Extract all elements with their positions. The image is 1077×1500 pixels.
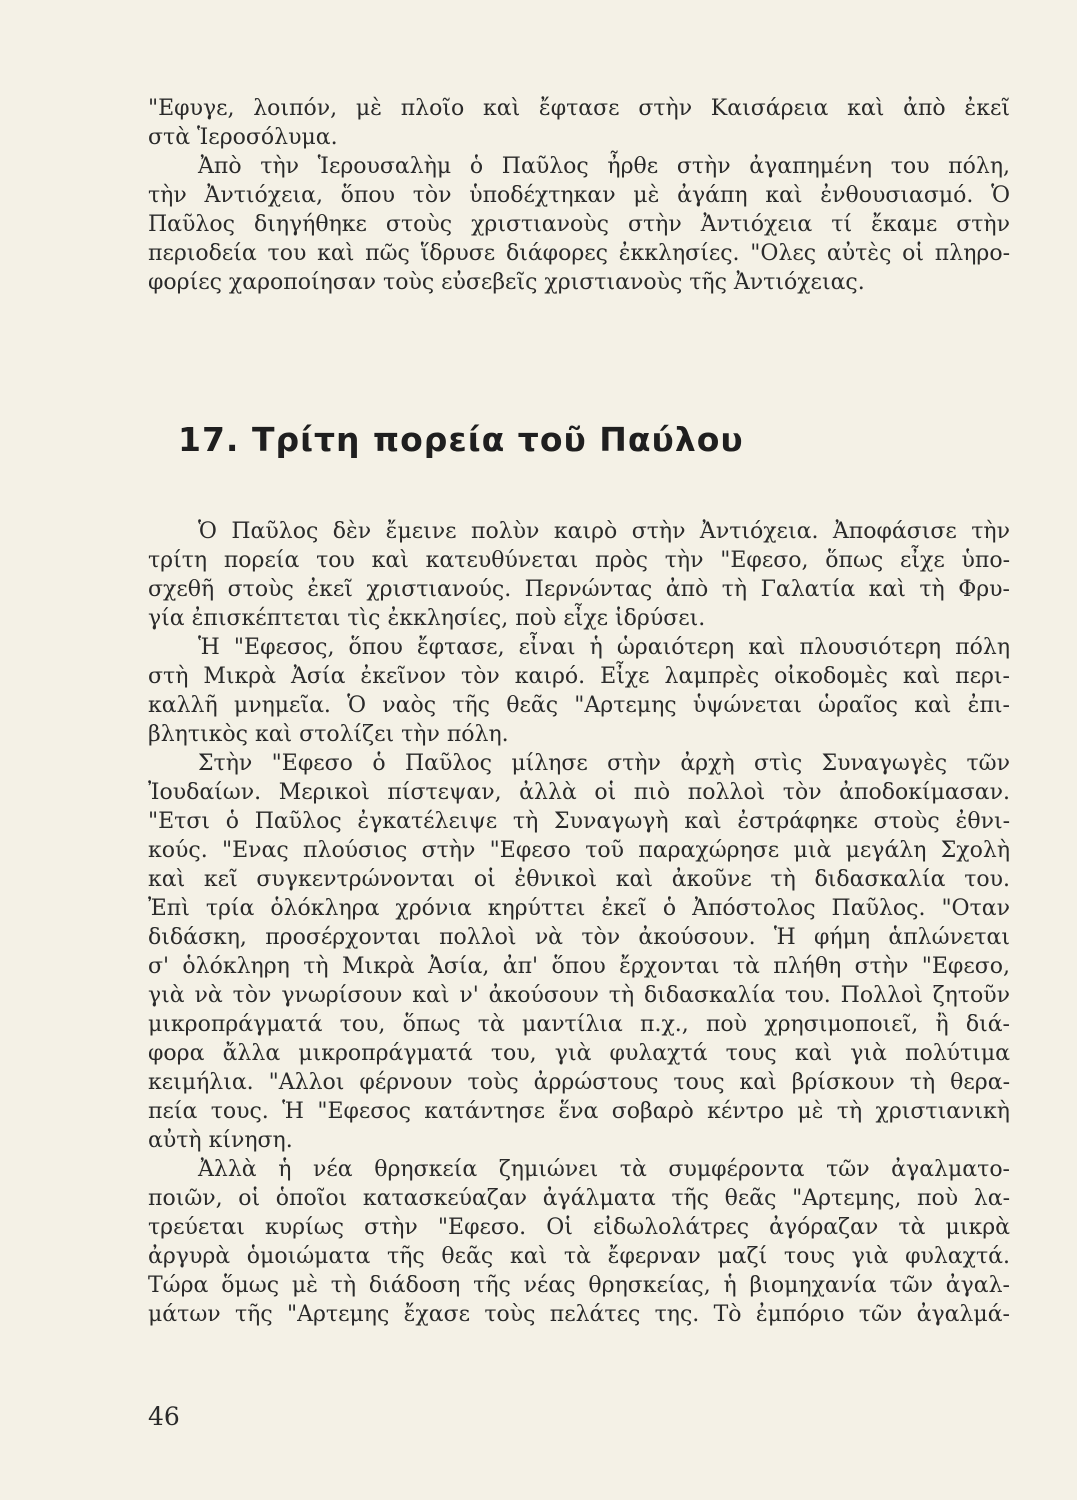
text-line: Ἡ "Εφεσος, ὅπου ἔφτασε, εἶναι ἡ ὡραιότερη καὶ πλουσιότερη πόλη [198,635,1010,660]
text-line: Ἀπὸ τὴν Ἱερουσαλὴμ ὁ Παῦλος ἦρθε στὴν ἀγαπημένη του πόλη, [198,154,1010,179]
text-line: τὴν Ἀντιόχεια, ὅπου τὸν ὑποδέχτηκαν μὲ ἀγάπη καὶ ἐνθουσιασμό. Ὁ [148,183,1010,208]
text-line: Τώρα ὅμως μὲ τὴ διάδοση τῆς νέας θρησκείας, ἡ βιομηχανία τῶν ἀγαλ- [148,1273,1010,1298]
text-line: ἀργυρὰ ὁμοιώματα τῆς θεᾶς καὶ τὰ ἔφερναν μαζί τους γιὰ φυλαχτά. [148,1244,1010,1269]
text-line: περιοδεία του καὶ πῶς ἵδρυσε διάφορες ἐκκλησίες. "Ολες αὐτὲς οἱ πληρο- [148,241,1010,266]
text-line: φορίες χαροποίησαν τοὺς εὐσεβεῖς χριστιανοὺς τῆς Ἀντιόχειας. [148,270,865,295]
text-line: μάτων τῆς "Αρτεμης ἔχασε τοὺς πελάτες της. Τὸ ἐμπόριο τῶν ἀγαλμά- [148,1302,1010,1327]
text-line: στὰ Ἱεροσόλυμα. [148,125,338,150]
section-heading: 17. Τρίτη πορεία τοῦ Παύλου [178,420,744,459]
text-line: στὴ Μικρὰ Ἀσία ἐκεῖνον τὸν καιρό. Εἶχε λαμπρὲς οἰκοδομὲς καὶ περι- [148,664,1010,689]
text-line: σχεθῆ στοὺς ἐκεῖ χριστιανούς. Περνώντας ἀπὸ τὴ Γαλατία καὶ τὴ Φρυ- [148,577,1010,602]
text-line: τρεύεται κυρίως στὴν "Εφεσο. Οἱ εἰδωλολάτρες ἀγόραζαν τὰ μικρὰ [148,1215,1010,1240]
text-line: Ἐπὶ τρία ὁλόκληρα χρόνια κηρύττει ἐκεῖ ὁ Ἀπόστολος Παῦλος. "Οταν [148,896,1010,921]
text-line: καὶ κεῖ συγκεντρώνονται οἱ ἐθνικοὶ καὶ ἀκοῦνε τὴ διδασκαλία του. [148,867,1010,892]
page-number: 46 [148,1402,180,1431]
text-line: γία ἐπισκέπτεται τὶς ἐκκλησίες, ποὺ εἶχε ἱδρύσει. [148,606,706,631]
text-line: "Ετσι ὁ Παῦλος ἐγκατέλειψε τὴ Συναγωγὴ καὶ ἐστράφηκε στοὺς ἐθνι- [148,809,1010,834]
text-line: πεία τους. Ἡ "Εφεσος κατάντησε ἕνα σοβαρὸ κέντρο μὲ τὴ χριστιανικὴ [148,1099,1010,1124]
section-body [148,517,1010,1329]
text-line: διδάσκη, προσέρχονται πολλοὶ νὰ τὸν ἀκούσουν. Ἡ φήμη ἁπλώνεται [148,925,1010,950]
text-line: Ἰουδαίων. Μερικοὶ πίστεψαν, ἀλλὰ οἱ πιὸ πολλοὶ τὸν ἀποδοκίμασαν. [148,780,1010,805]
text-line: ποιῶν, οἱ ὁποῖοι κατασκεύαζαν ἀγάλματα τῆς θεᾶς "Αρτεμης, ποὺ λα- [148,1186,1010,1211]
text-line: φορα ἄλλα μικροπράγματά του, γιὰ φυλαχτά τους καὶ γιὰ πολύτιμα [148,1041,1010,1066]
text-line: αὐτὴ κίνηση. [148,1128,293,1153]
text-line: βλητικὸς καὶ στολίζει τὴν πόλη. [148,722,509,747]
text-line: κούς. "Ενας πλούσιος στὴν "Εφεσο τοῦ παραχώρησε μιὰ μεγάλη Σχολὴ [148,838,1010,863]
text-line: κειμήλια. "Αλλοι φέρνουν τοὺς ἀρρώστους τους καὶ βρίσκουν τὴ θερα- [148,1070,1010,1095]
text-line: γιὰ νὰ τὸν γνωρίσουν καὶ ν' ἀκούσουν τὴ διδασκαλία του. Πολλοὶ ζητοῦν [148,983,1010,1008]
text-line: Ὁ Παῦλος δὲν ἔμεινε πολὺν καιρὸ στὴν Ἀντιόχεια. Ἀποφάσισε τὴν [198,519,1010,544]
text-line: Παῦλος διηγήθηκε στοὺς χριστιανοὺς στὴν Ἀντιόχεια τί ἔκαμε στὴν [148,212,1010,237]
text-line: μικροπράγματά του, ὅπως τὰ μαντίλια π.χ., ποὺ χρησιμοποιεῖ, ἢ διά- [148,1012,1010,1037]
text-line: σ' ὁλόκληρη τὴ Μικρὰ Ἀσία, ἀπ' ὅπου ἔρχονται τὰ πλήθη στὴν "Εφεσο, [148,954,1010,979]
text-line: Στὴν "Εφεσο ὁ Παῦλος μίλησε στὴν ἀρχὴ στὶς Συναγωγὲς τῶν [198,751,1010,776]
intro-paragraphs [148,94,1010,297]
text-line: καλλῆ μνημεῖα. Ὁ ναὸς τῆς θεᾶς "Αρτεμης ὑψώνεται ὡραῖος καὶ ἐπι- [148,693,1010,718]
text-line: "Εφυγε, λοιπόν, μὲ πλοῖο καὶ ἔφτασε στὴν Καισάρεια καὶ ἀπὸ ἐκεῖ [148,96,1010,121]
text-line: τρίτη πορεία του καὶ κατευθύνεται πρὸς τὴν "Εφεσο, ὅπως εἶχε ὑπο- [148,548,1010,573]
text-line: Ἀλλὰ ἡ νέα θρησκεία ζημιώνει τὰ συμφέροντα τῶν ἀγαλματο- [198,1157,1010,1182]
